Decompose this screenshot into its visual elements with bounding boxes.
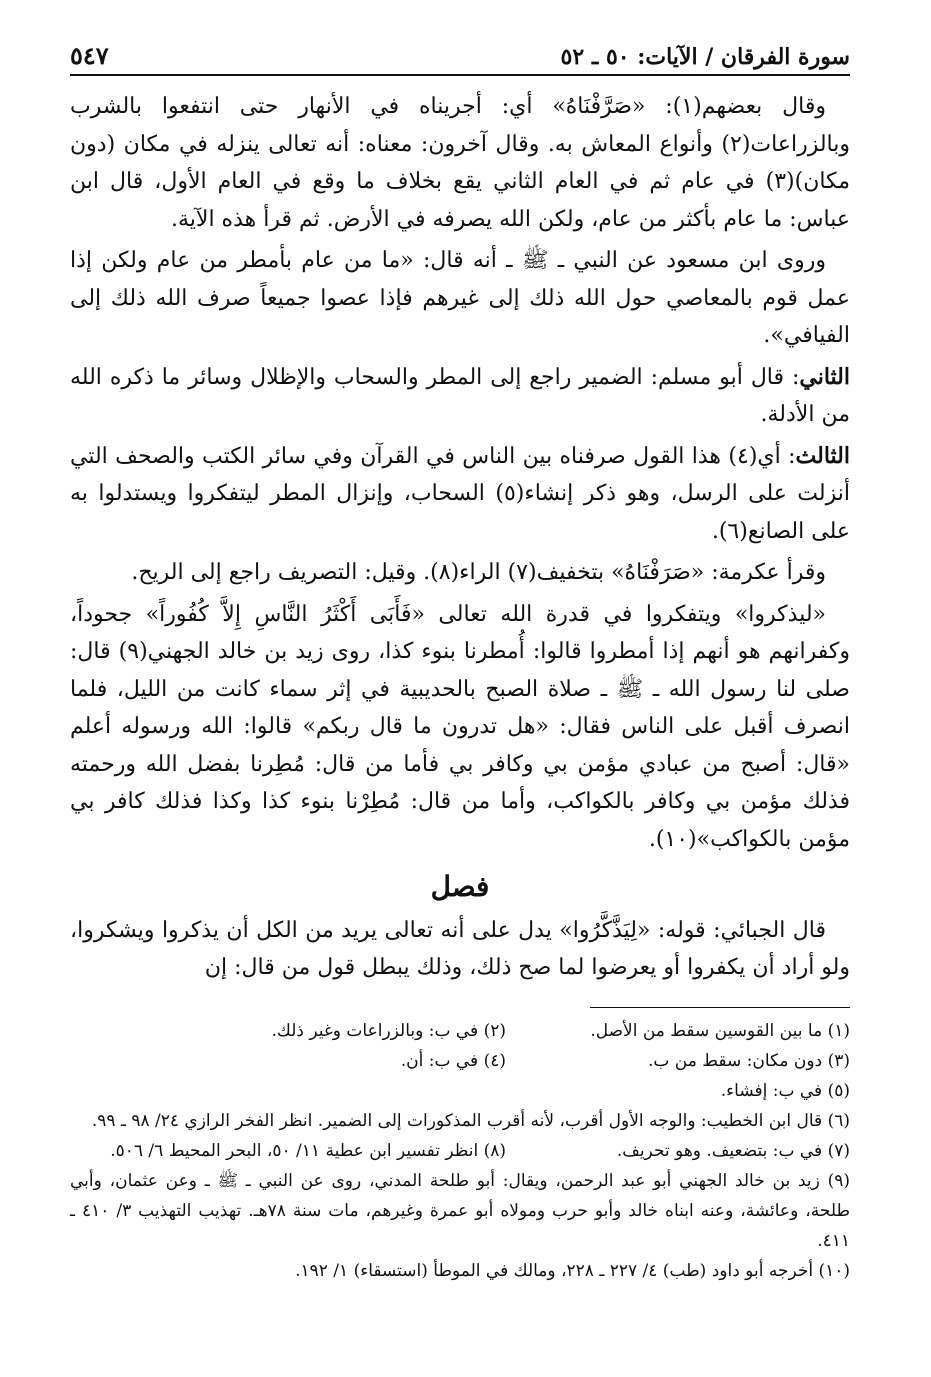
paragraph-lead: الثاني <box>799 363 850 390</box>
section-paragraph: قال الجبائي: قوله: «لِيَذَّكَّرُوا» يدل على أنه تعالى يريد من الكل أن يذكروا ويشكروا، ولو أراد أن يكفروا أو يعرضوا لما صح ذلك، وذلك يبطل قول من قال: إن <box>70 917 850 980</box>
footnotes <box>70 1007 850 1286</box>
footnote-9: (٩) زيد بن خالد الجهني أبو عبد الرحمن، ويقال: أبو طلحة المدني، روى عن النبي ـ ﷺ ـ وعن عثمان، وأبي طلحة، وعائشة، وعنه ابناه خالد وأبو حرب ومولاه أبو عمرة وغيرهم، مات سنة ٧٨هـ. تهذيب التهذيب ٣/ ٤١٠ ـ ٤١١. <box>70 1170 850 1251</box>
paragraph-text: وروى ابن مسعود عن النبي ـ ﷺ ـ أنه قال: «ما من عام بأمطر من عام ولكن إذا عمل قوم بالمعاصي حول الله ذلك إلى غيرهم فإذا عصوا جميعاً صرف الله ذلك إلى الفيافي». <box>70 248 850 348</box>
footnote-6: (٦) قال ابن الخطيب: والوجه الأول أقرب، لأنه أقرب المذكورات إلى الضمير. انظر الفخر الرازي ٢٤/ ٩٨ ـ ٩٩. <box>91 1110 850 1131</box>
sura-title: سورة الفرقان / الآيات: ٥٠ ـ ٥٢ <box>560 44 850 70</box>
paragraph-1 <box>70 88 850 238</box>
paragraph-5 <box>70 554 850 592</box>
paragraph-2 <box>70 242 850 355</box>
footnote-row <box>70 1136 850 1166</box>
page-number: ٥٤٧ <box>70 41 109 70</box>
main-text <box>70 88 850 987</box>
footnote-7: (٧) في ب: بتضعيف. وهو تحريف. <box>616 1140 850 1161</box>
footnote-row <box>70 1016 850 1046</box>
footnote-row <box>70 1046 850 1076</box>
footnote-rule <box>590 1007 850 1008</box>
paragraph-text: : أي(٤) هذا القول صرفناه بين الناس في القرآن وفي سائر الكتب والصحف التي أنزلت على الرسل، وهو ذكر إنشاء(٥) السحاب، وإنزال المطر ليتفكروا ويستدلوا به على الصانع(٦). <box>70 443 850 544</box>
paragraph-text: وقرأ عكرمة: «صَرَفْنَاهُ» بتخفيف(٧) الراء(٨). وقيل: التصريف راجع إلى الريح. <box>131 560 826 585</box>
paragraph-text: وقال بعضهم(١): «صَرَّفْنَاهُ» أي: أجريناه في الأنهار حتى انتفعوا بالشرب وبالزراعات(٢) وأنواع المعاش به. وقال آخرون: معناه: أنه تعالى ينزله في مكان (دون مكان)(٣) في عام ثم في العام الثاني يقع بخلاف ما وقع في العام الأول، قال ابن عباس: ما عام بأكثر من عام، ولكن الله يصرفه في الأرض. ثم قرأ هذه الآية. <box>70 94 850 232</box>
footnote-8: (٨) انظر تفسير ابن عطية ١١/ ٥٠، البحر المحيط ٦/ ٥٠٦. <box>110 1140 506 1161</box>
footnote-4: (٤) في ب: أن. <box>400 1050 506 1071</box>
running-header <box>70 36 850 76</box>
section-heading: فصل <box>430 870 490 903</box>
footnote-5: (٥) في ب: إفشاء. <box>720 1080 850 1101</box>
footnote-1: (١) ما بين القوسين سقط من الأصل. <box>590 1020 850 1041</box>
footnote-10: (١٠) أخرجه أبو داود (طب) ٤/ ٢٢٧ ـ ٢٢٨، ومالك في الموطأ (استسقاء) ١/ ١٩٢. <box>295 1260 850 1281</box>
paragraph-text: «ليذكروا» ويتفكروا في قدرة الله تعالى «فَأَبَى أَكْثَرُ النَّاسِ إِلاَّ كُفُوراً» جحوداً، وكفرانهم هو أنهم إذا أمطروا قالوا: أُمطرنا بنوء كذا، روى زيد بن خالد الجهني(٩) قال: صلى لنا رسول الله ـ ﷺ ـ صلاة الصبح بالحديبية في إثر سماء كانت من الليل، فلما انصرف أقبل على الناس فقال: «هل تدرون ما قال ربكم» قالوا: الله ورسوله أعلم «قال: أصبح من عبادي مؤمن بي وكافر بي فأما من قال: مُطِرنا بفضل الله ورحمته فذلك مؤمن بي وكافر بالكواكب، وأما من قال: مُطِرْنا بنوء كذا وكذا فذلك كافر بي مؤمن بالكواكب»(١٠). <box>70 601 850 852</box>
paragraph-6 <box>70 596 850 859</box>
footnote-2: (٢) في ب: وبالزراعات وغير ذلك. <box>271 1020 506 1041</box>
paragraph-lead: الثالث <box>795 442 850 469</box>
paragraph-3 <box>70 359 850 434</box>
book-page <box>70 36 850 1286</box>
paragraph-4 <box>70 438 850 551</box>
footnote-3: (٣) دون مكان: سقط من ب. <box>647 1050 850 1071</box>
paragraph-text: : قال أبو مسلم: الضمير راجع إلى المطر والسحاب والإظلال وسائر ما ذكره الله من الأدلة. <box>70 364 850 427</box>
